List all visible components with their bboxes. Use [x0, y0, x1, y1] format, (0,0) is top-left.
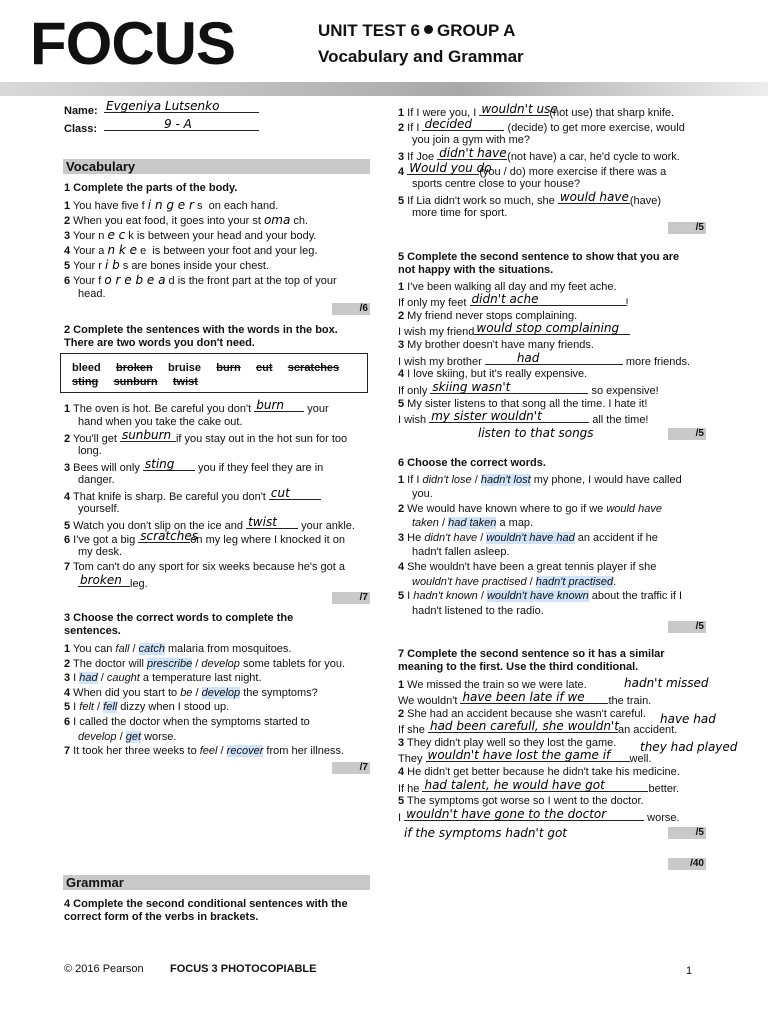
ex5-answer: If only skiing wasn't so expensive! [398, 380, 659, 397]
ex5-answer: I wish my brother had more friends. [398, 351, 691, 368]
ex5-item: 2 My friend never stops complaining. [398, 310, 578, 322]
vocabulary-heading: Vocabulary [63, 159, 370, 174]
ex2-item-cont: yourself. [78, 503, 120, 515]
ex5-answer-cont: listen to that songs [478, 426, 594, 440]
ex4-item-cont: sports centre close to your house? [412, 178, 581, 190]
ex5-item: 3 My brother doesn't have many friends. [398, 339, 594, 351]
ex5-item: 1 I've been walking all day and my feet ache. [398, 281, 617, 293]
ex4-item-cont: you join a gym with me? [412, 134, 530, 146]
ex3-score: /7 [332, 762, 370, 774]
ex1-title: 1 Complete the parts of the body. [64, 182, 238, 194]
ex3-item: 1 You can fall / catch malaria from mosquitoes. [64, 643, 292, 655]
ex4-item: 3 If Joe didn't have (not have) a car, he'd cycle to work. [398, 146, 680, 163]
ex6-item-cont: hadn't fallen asleep. [412, 546, 510, 558]
ex2-title: 2 Complete the sentences with the words in the box. [64, 324, 338, 336]
ex4-title2: correct form of the verbs in brackets. [64, 911, 259, 923]
ex1-item: 4 Your a n k e e is between your foot and your leg. [64, 243, 318, 257]
ex3-item: 5 I felt / fell dizzy when I stood up. [64, 701, 230, 713]
ex7-score: /5 [668, 827, 706, 839]
ex7-item: 4 He didn't get better because he didn't take his medicine. [398, 766, 680, 778]
ex2-item-cont: hand when you take the cake out. [78, 416, 243, 428]
ex5-answer: I wish my friend would stop complaining [398, 323, 630, 339]
word-box-row1: bleed broken bruise burn cut scratches [72, 362, 340, 374]
ex2-item: 1 The oven is hot. Be careful you don't burn your [64, 398, 329, 415]
ex6-item: 3 He didn't have / wouldn't have had an accident if he [398, 532, 658, 544]
ex6-item-cont: wouldn't have practised / hadn't practised. [412, 576, 617, 588]
ex1-score: /6 [332, 303, 370, 315]
ex3-item-cont: develop / get worse. [78, 731, 177, 743]
unit-title: UNIT TEST 6 GROUP A [318, 21, 516, 40]
ex5-item: 4 I love skiing, but it's really expensive. [398, 368, 588, 380]
ex7-item: 3 They didn't play well so they lost the game. [398, 737, 617, 749]
ex7-answer: They wouldn't have lost the game if well. [398, 748, 652, 765]
ex2-item: 4 That knife is sharp. Be careful you don't cut [64, 488, 321, 504]
ex7-item: 1 We missed the train so we were late. [398, 679, 587, 691]
ex6-item: 4 She wouldn't have been a great tennis player if she [398, 561, 657, 573]
word-box-row2: sting sunburn twist [72, 376, 198, 388]
header-band [0, 82, 768, 96]
ex4-item: 5 If Lia didn't work so much, she would have (have) [398, 190, 662, 207]
ex2-item-cont: danger. [78, 474, 115, 486]
page-subtitle: Vocabulary and Grammar [318, 47, 524, 66]
ex3-item: 6 I called the doctor when the symptoms started to [64, 716, 310, 728]
photocopiable-label: FOCUS 3 PHOTOCOPIABLE [170, 963, 317, 975]
ex1-item: 1 You have five f i n g e r s on each hand. [64, 198, 279, 212]
ex3-title: 3 Choose the correct words to complete the [64, 612, 294, 624]
ex6-item-cont: hadn't listened to the radio. [412, 605, 544, 617]
ex6-item-cont: you. [412, 488, 433, 500]
ex7-answer: If she had been carefull, she wouldn't an accident. [398, 719, 678, 736]
ex1-item: 5 Your r i b s are bones inside your chest. [64, 258, 269, 272]
ex7-answer: We wouldn't have been late if we the train. [398, 690, 652, 707]
ex7-answer: I wouldn't have gone to the doctor worse. [398, 807, 680, 824]
ex3-item: 3 I had / caught a temperature last night. [64, 672, 262, 684]
ex1-item-cont: head. [78, 288, 106, 300]
ex4-title: 4 Complete the second conditional sentences with the [64, 898, 348, 910]
ex6-item: 5 I hadn't known / wouldn't have known about the traffic if I [398, 590, 683, 602]
page-number: 1 [686, 965, 693, 977]
ex5-item: 5 My sister listens to that song all the time. I hate it! [398, 398, 648, 410]
ex3-item: 2 The doctor will prescribe / develop some tablets for you. [64, 658, 346, 670]
ex5-score: /5 [668, 428, 706, 440]
ex2-item: 2 You'll get sunburn if you stay out in the hot sun for too [64, 428, 348, 445]
ex2-title2: There are two words you don't need. [64, 337, 255, 349]
ex2-item: 6 I've got a big scratches on my leg where I knocked it on [64, 529, 345, 546]
ex1-item: 2 When you eat food, it goes into your st oma ch. [64, 213, 309, 227]
ex3-item: 7 It took her three weeks to feel / recover from her illness. [64, 745, 345, 757]
copyright: © 2016 Pearson [64, 963, 144, 975]
name-field[interactable]: Evgeniya Lutsenko [104, 101, 259, 117]
class-label: Class: [64, 123, 98, 135]
ex1-item: 3 Your n e c k is between your head and your body. [64, 228, 317, 242]
ex5-answer: If only my feet didn't ache ! [398, 292, 629, 309]
ex6-item: 2 We would have known where to go if we would have [398, 503, 662, 515]
ex1-item: 6 Your f o r e b e a d is the front part at the top of your [64, 273, 337, 287]
ex6-item-cont: taken / had taken a map. [412, 517, 534, 529]
ex4-item: 1 If I were you, I wouldn't use (not use) that sharp knife. [398, 102, 675, 119]
ex5-answer: I wish my sister wouldn't all the time! [398, 409, 649, 426]
ex2-item-cont: broken leg. [80, 573, 148, 590]
ex3-title2: sentences. [64, 625, 121, 637]
ex7-item: 5 The symptoms got worse so I went to the doctor. [398, 795, 644, 807]
ex4-item: 4 Would you do (you / do) more exercise if there was a [398, 161, 667, 178]
ex7-note: they had played [640, 740, 738, 754]
ex7-note: have had [660, 712, 716, 726]
focus-logo: FOCUS [30, 10, 235, 77]
ex2-item: 5 Watch you don't slip on the ice and twist your ankle. [64, 515, 355, 532]
grammar-heading: Grammar [63, 875, 370, 890]
ex3-item: 4 When did you start to be / develop the symptoms? [64, 687, 318, 699]
ex2-item: 3 Bees will only sting you if they feel they are in [64, 457, 324, 474]
ex5-title: 5 Complete the second sentence to show that you are [398, 251, 680, 263]
ex7-answer-cont: if the symptoms hadn't got [404, 826, 568, 840]
ex7-answer: If he had talent, he would have got better. [398, 778, 680, 795]
ex2-item: 7 Tom can't do any sport for six weeks because he's got a [64, 561, 345, 573]
ex5-title2: not happy with the situations. [398, 264, 554, 276]
ex4-score: /5 [668, 222, 706, 234]
ex6-score: /5 [668, 621, 706, 633]
ex7-title2: meaning to the first. Use the third conditional. [398, 661, 639, 673]
ex7-title: 7 Complete the second sentence so it has a similar [398, 648, 665, 660]
ex7-note: hadn't missed [624, 676, 709, 690]
ex6-item: 1 If I didn't lose / hadn't lost my phone, I would have called [398, 474, 682, 486]
ex4-item: 2 If I decided (decide) to get more exercise, would [398, 117, 685, 134]
class-field[interactable]: 9 - A [104, 119, 259, 135]
ex7-item: 2 She had an accident because she wasn't careful. [398, 708, 646, 720]
ex2-score: /7 [332, 592, 370, 604]
ex2-item-cont: my desk. [78, 546, 123, 558]
ex2-item-cont: long. [78, 445, 102, 457]
ex4-item-cont: more time for sport. [412, 207, 508, 219]
ex6-title: 6 Choose the correct words. [398, 457, 546, 469]
total-score: /40 [668, 858, 706, 870]
name-label: Name: [64, 105, 98, 117]
